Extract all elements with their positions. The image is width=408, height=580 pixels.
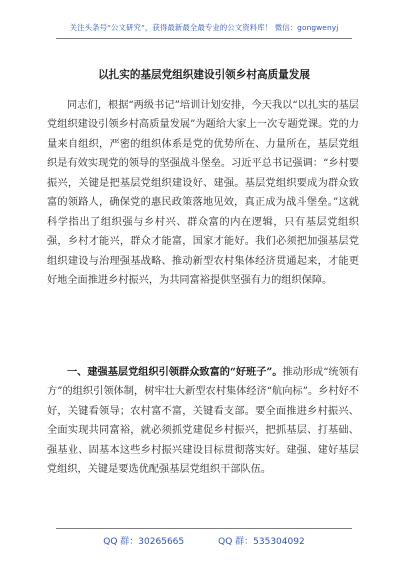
footer-divider	[56, 528, 352, 529]
footer-qq-group-1: QQ 群：30265665	[103, 537, 185, 547]
document-title: 以扎实的基层党组织建设引领乡村高质量发展	[98, 69, 310, 81]
footer-qq-group-2: QQ 群：535304092	[218, 537, 305, 547]
header-divider	[56, 38, 352, 39]
section-paragraph	[47, 363, 359, 480]
section-body-text: 推动形成“统领有方”的组织引领体制，树牢壮大新型农村集体经济“航向标”。乡村好不好，关键看领导；农村富不富，关键看支部。要全面推进乡村振兴、全面实现共同富裕，就必须抓党建促乡村振兴，把抓基层、打基础、强基业、固基本这些乡村振兴建设目标贯彻落实好。建强、建好基层党组织，关键是要选优配强基层党组织干部队伍。	[47, 367, 359, 476]
footer-contact	[0, 534, 408, 547]
body-paragraph	[47, 96, 359, 291]
paragraph-text: 同志们，根据“两级书记”培训计划安排，今天我以“以扎实的基层党组织建设引领乡村高质量发展”为题给大家上一次专题党课。党的力量来自组织，严密的组织体系是党的优势所在、力量所在，基层党组织是有效实现党的领导的坚强战斗堡垒。习近平总书记强调：“乡村要振兴，关键是把基层党组织建设好、建强。基层党组织要成为群众致富的领路人，确保党的惠民政策落地见效，真正成为战斗堡垒。”这就科学指出了组织强与乡村兴、群众富的内在逻辑，只有基层党组织强，乡村才能兴，群众才能富，国家才能好。我们必须把加强基层党组织建设与治理强基战略、推动新型农村集体经济贯通起来，才能更好地全面推进乡村振兴，为共同富裕提供坚强有力的组织保障。	[47, 100, 359, 287]
section-heading: 一、建强基层党组织引领群众致富的“好班子”。	[67, 366, 283, 378]
header-banner: 关注头条号“公文研究”，获得最新最全最专业的公文资料库！ 微信：gongwenyj	[69, 23, 339, 32]
